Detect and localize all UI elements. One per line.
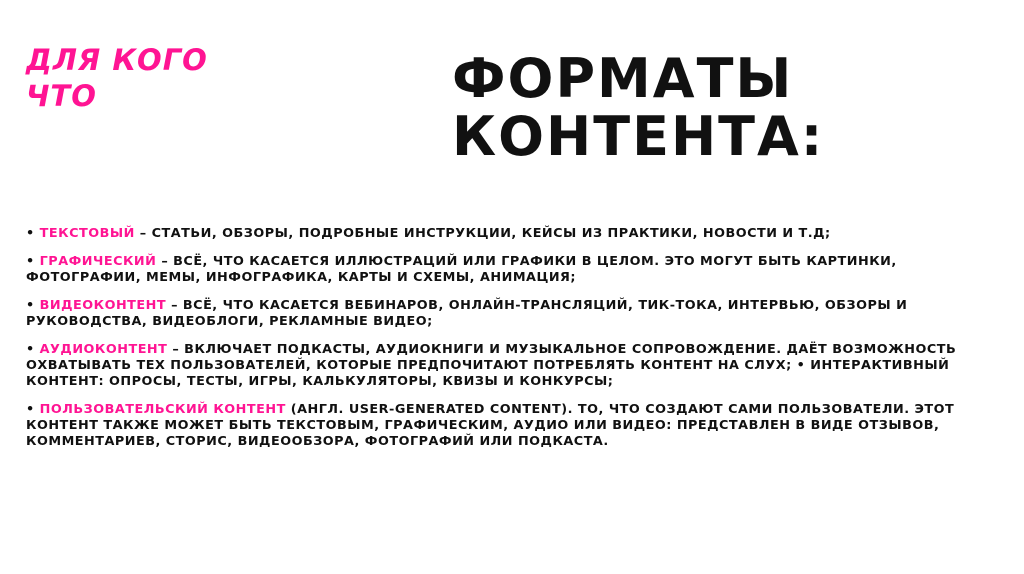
list-item-graphic-format [26,254,994,286]
bullet-icon: • [26,298,35,313]
format-term: ВИДЕОКОНТЕНТ [39,298,167,313]
page-title-line-1: ФОРМАТЫ [452,47,794,110]
bullet-icon: • [26,402,35,417]
content-format-list [26,226,994,462]
page-title [452,47,992,168]
format-description: – ВСЁ, ЧТО КАСАЕТСЯ ВЕБИНАРОВ, ОНЛАЙН-ТРАНСЛЯЦИЙ, ТИК-ТОКА, ИНТЕРВЬЮ, ОБЗОРЫ И РУКОВОДСТВА, ВИДЕОБЛОГИ, РЕКЛАМНЫЕ ВИДЕО; [26,298,908,329]
list-item-text-format [26,226,994,242]
format-description: – ВКЛЮЧАЕТ ПОДКАСТЫ, АУДИОКНИГИ И МУЗЫКАЛЬНОЕ СОПРОВОЖДЕНИЕ. ДАЁТ ВОЗМОЖНОСТЬ ОХВАТЫВАТЬ ТЕХ ПОЛЬЗОВАТЕЛЕЙ, КОТОРЫЕ ПРЕДПОЧИТАЮТ ПОТРЕБЛЯТЬ КОНТЕНТ НА СЛУХ; • ИНТЕРАКТИВНЫЙ КОНТЕНТ: ОПРОСЫ, ТЕСТЫ, ИГРЫ, КАЛЬКУЛЯТОРЫ, КВИЗЫ И КОНКУРСЫ; [26,342,957,389]
bullet-icon: • [26,342,35,357]
format-description: – ВСЁ, ЧТО КАСАЕТСЯ ИЛЛЮСТРАЦИЙ ИЛИ ГРАФИКИ В ЦЕЛОМ. ЭТО МОГУТ БЫТЬ КАРТИНКИ, ФОТОГРАФИИ, МЕМЫ, ИНФОГРАФИКА, КАРТЫ И СХЕМЫ, АНИМАЦИЯ; [26,254,897,285]
bullet-icon: • [26,254,35,269]
corner-label-line-1: ДЛЯ КОГО [26,43,208,77]
format-term: АУДИОКОНТЕНТ [39,342,168,357]
bullet-icon: • [26,226,35,241]
format-description: – СТАТЬИ, ОБЗОРЫ, ПОДРОБНЫЕ ИНСТРУКЦИИ, КЕЙСЫ ИЗ ПРАКТИКИ, НОВОСТИ И Т.Д; [134,226,831,241]
format-description: (АНГЛ. USER-GENERATED CONTENT). ТО, ЧТО СОЗДАЮТ САМИ ПОЛЬЗОВАТЕЛИ. ЭТОТ КОНТЕНТ ТАКЖЕ МОЖЕТ БЫТЬ ТЕКСТОВЫМ, ГРАФИЧЕСКИМ, АУДИО ИЛИ ВИДЕО: ПРЕДСТАВЛЕН В ВИДЕ ОТЗЫВОВ, КОММЕНТАРИЕВ, СТОРИС, ВИДЕООБЗОРА, ФОТОГРАФИЙ ИЛИ ПОДКАСТА. [26,402,955,449]
format-term: ТЕКСТОВЫЙ [39,226,135,241]
format-term: ГРАФИЧЕСКИЙ [39,254,157,269]
format-term: ПОЛЬЗОВАТЕЛЬСКИЙ КОНТЕНТ [39,402,286,417]
list-item-video-format [26,298,994,330]
page-title-line-2: КОНТЕНТА: [452,105,825,168]
list-item-user-generated-format [26,402,994,450]
corner-label-line-2: ЧТО [26,79,97,113]
corner-label [26,42,266,114]
list-item-audio-format [26,342,994,390]
